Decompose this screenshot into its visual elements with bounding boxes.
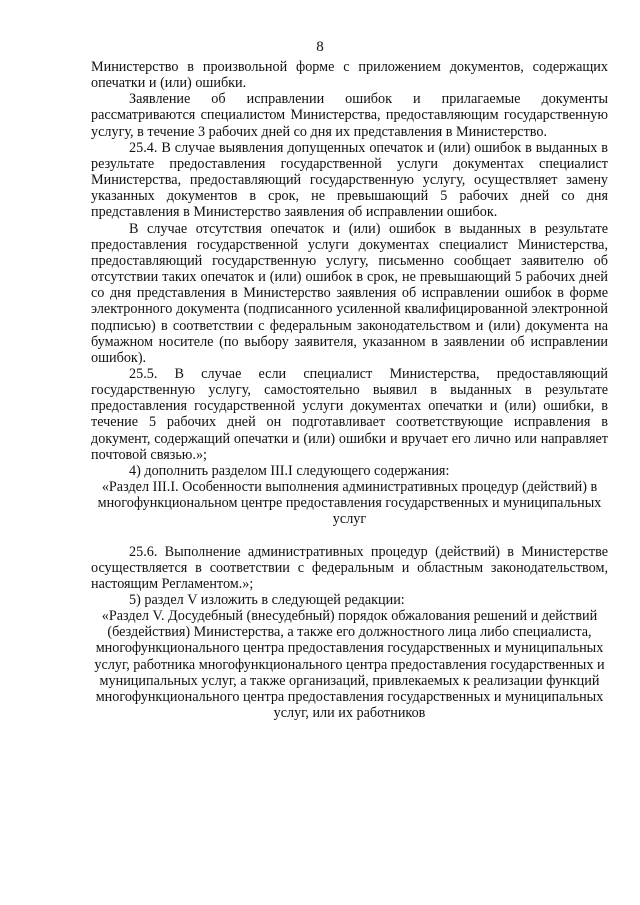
- blank-line: [91, 528, 608, 544]
- paragraph-25-5: 25.5. В случае если специалист Министерства, предоставляющий государственную услугу, самостоятельно выявил в выданных в результате предоставления государственной услуги документах опечатки и (или) ошибки, в течение 5 рабочих дней он подготавливает соответствующие исправления в документ, содержащий опечатки и (или) ошибки и вручает его лично или направляет почтовой связью.»;: [91, 365, 608, 463]
- page-number: 8: [316, 39, 324, 55]
- paragraph-item-5: 5) раздел V изложить в следующей редакции:: [129, 592, 405, 608]
- section-iii-i-heading: «Раздел III.I. Особенности выполнения административных процедур (действий) в многофункциональном центре предоставления государственных и муниципальных услуг: [97, 479, 602, 528]
- document-body: [91, 59, 608, 721]
- paragraph-no-errors: В случае отсутствия опечаток и (или) ошибок в выданных в результате предоставления государственной услуги документах специалист Министерства, предоставляющий государственную услугу, письменно сообщает заявителю об отсутствии таких опечаток и (или) ошибок в срок, не превышающий 5 рабочих дней со дня представления в Министерство заявления об исправлении ошибок в форме электронного документа (подписанного усиленной квалифицированной электронной подписью) в соответствии с федеральным законодательством и (или) документа на бумажном носителе (по выбору заявителя, указанном в заявлении об исправлении ошибок).: [91, 220, 608, 366]
- paragraph-item-4: 4) дополнить разделом III.I следующего содержания:: [129, 462, 450, 479]
- paragraph-continuation: Министерство в произвольной форме с приложением документов, содержащих опечатки и (или) ошибки.: [91, 59, 608, 92]
- section-v-heading: «Раздел V. Досудебный (внесудебный) порядок обжалования решений и действий (бездействия) Министерства, а также его должностного лица либо специалиста, многофункционального центра предоставления государственных и муниципальных услуг, работника многофункционального центра предоставления государственных и муниципальных услуг, а также организаций, привлекаемых к реализации функций многофункционального центра предоставления государственных и муниципальных услуг, или их работников: [94, 608, 605, 722]
- paragraph-25-6: 25.6. Выполнение административных процедур (действий) в Министерстве осуществляется в соответствии с федеральным и областным законодательством, настоящим Регламентом.»;: [91, 543, 608, 592]
- paragraph-review-term: Заявление об исправлении ошибок и прилагаемые документы рассматриваются специалистом Министерства, предоставляющим государственную услугу, в течение 3 рабочих дней со дня их представления в Министерство.: [91, 91, 608, 140]
- paragraph-25-4: 25.4. В случае выявления допущенных опечаток и (или) ошибок в выданных в результате предоставления государственной услуги документах специалист Министерства, предоставляющий государственную услугу, осуществляет замену указанных документов в срок, не превышающий 5 рабочих дней со дня представления в Министерство заявления об исправлении ошибок.: [91, 139, 608, 221]
